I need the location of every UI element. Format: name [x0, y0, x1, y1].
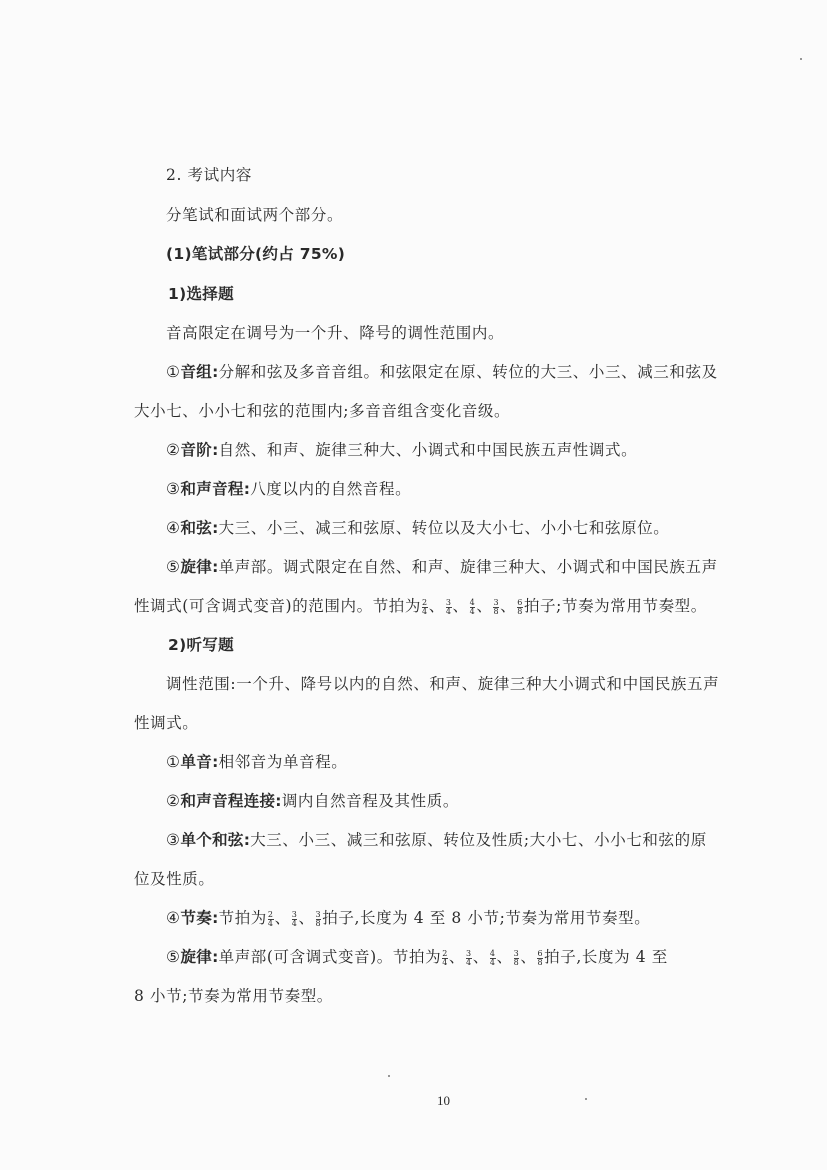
sub2-item-3: ③单个和弦:大三、小三、减三和弦原、转位及性质;大小七、小小七和弦的原 [166, 831, 707, 849]
intro-text: 分笔试和面试两个部分。 [166, 206, 344, 224]
time-signature-6-8: $\frac{6}{8}$ [537, 948, 544, 967]
time-signature-4-4: $\frac{4}{4}$ [489, 948, 496, 967]
sub2-item-3-cont: 位及性质。 [134, 870, 215, 888]
sub1-item-5-cont: 性调式(可含调式变音)的范围内。节拍为 $\frac{2}{4}$ 、 $\frac{3}{4}$ 、 $\frac{4}{4}$ 、 $\frac{3}{8}$ 、 $\frac{6}{8}$ 拍子;节奏为常用节奏型。 [134, 597, 707, 616]
time-signature-3-4: $\frac{3}{4}$ [445, 597, 452, 616]
sub1-item-1: ①音组:分解和弦及多音音组。和弦限定在原、转位的大三、小三、减三和弦及 [166, 363, 718, 381]
sub2-item-1: ①单音:相邻音为单音程。 [166, 753, 348, 771]
section-title: 2. 考试内容 [166, 166, 252, 184]
time-signature-3-8: $\frac{3}{8}$ [493, 597, 500, 616]
sub2-item-4: ④节奏:节拍为 $\frac{2}{4}$ 、 $\frac{3}{4}$ 、 $\frac{3}{8}$ 拍子,长度为 4 至 8 小节;节奏为常用节奏型。 [166, 909, 651, 928]
scan-speck [800, 58, 802, 60]
scan-speck [585, 1098, 587, 1100]
time-signature-4-4: $\frac{4}{4}$ [469, 597, 476, 616]
sub1-item-4: ④和弦:大三、小三、减三和弦原、转位以及大小七、小小七和弦原位。 [166, 519, 670, 537]
item-label: 音组: [180, 363, 219, 381]
page-number: 10 [437, 1093, 450, 1108]
sub2-item-2: ②和声音程连接:调内自然音程及其性质。 [166, 792, 459, 810]
sub2-item-5: ⑤旋律:单声部(可含调式变音)。节拍为 $\frac{2}{4}$ 、 $\frac{3}{4}$ 、 $\frac{4}{4}$ 、 $\frac{3}{8}$ 、 $\frac{6}{8}$ 拍子,长度为 4 至 [166, 948, 668, 967]
part1-heading: (1)笔试部分(约占 75%) [166, 245, 346, 263]
sub2-intro-cont: 性调式。 [134, 714, 199, 732]
time-signature-3-8: $\frac{3}{8}$ [315, 909, 322, 928]
sub1-intro: 音高限定在调号为一个升、降号的调性范围内。 [166, 324, 505, 342]
scan-speck [388, 1075, 390, 1077]
time-signature-2-4: $\frac{2}{4}$ [267, 909, 274, 928]
sub2-intro: 调性范围:一个升、降号以内的自然、和声、旋律三种大小调式和中国民族五声 [166, 675, 720, 693]
sub1-item-5: ⑤旋律:单声部。调式限定在自然、和声、旋律三种大、小调式和中国民族五声 [166, 558, 718, 576]
time-signature-2-4: $\frac{2}{4}$ [442, 948, 448, 967]
time-signature-3-4: $\frac{3}{4}$ [466, 948, 472, 967]
time-signature-6-8: $\frac{6}{8}$ [517, 597, 523, 616]
sub1-item-3: ③和声音程:八度以内的自然音程。 [166, 480, 412, 498]
time-signature-3-8: $\frac{3}{8}$ [513, 948, 520, 967]
sub1-item-1-cont: 大小七、小小七和弦的范围内;多音音组含变化音级。 [134, 402, 511, 420]
sub1-item-2: ②音阶:自然、和声、旋律三种大、小调式和中国民族五声性调式。 [166, 441, 638, 459]
time-signature-2-4: $\frac{2}{4}$ [422, 597, 428, 616]
sub1-heading: 1)选择题 [168, 285, 234, 303]
time-signature-3-4: $\frac{3}{4}$ [291, 909, 298, 928]
sub2-heading: 2)听写题 [168, 636, 234, 654]
sub2-item-5-cont: 8 小节;节奏为常用节奏型。 [134, 987, 333, 1005]
